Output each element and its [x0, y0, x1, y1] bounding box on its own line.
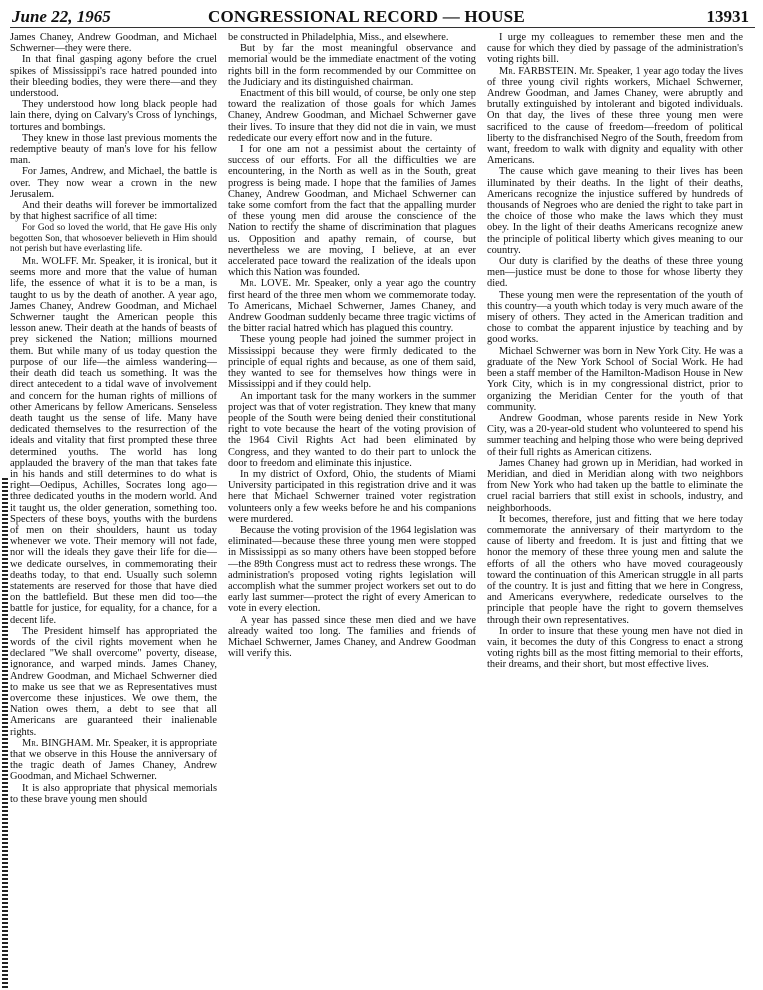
paragraph-text: James Chaney, Andrew Goodman, and Michael Schwerner—they were there. — [10, 32, 217, 55]
paragraph-text: An important task for the many workers in the summer project was that of voter registration. They knew that many people of the South were being denied their constitutional right to vote because the heart of the voting provision of the 1964 Civil Rights Act had been eliminated by Congress, and they wanted to do their part to unlock the door to freedom and eliminate this injustice. — [228, 390, 476, 469]
paragraph-text: Because the voting provision of the 1964 legislation was eliminated—because these three young men were stopped in Mississippi as so many others have been stopped before—the 89th Congress must act to redress these wrongs. The administration's proposed voting rights legislation will accomplish what the summer project workers set out to do early last summer—protect the right of every American to vote in every election. — [228, 524, 476, 615]
paragraph-text: For God so loved the world, that He gave His only begotten Son, that whosoever believeth in Him should not perish but have everlasting life. — [10, 223, 217, 254]
paragraph — [228, 334, 476, 390]
text-column-2 — [228, 32, 476, 986]
paragraph — [228, 43, 476, 88]
scripture-quote — [10, 223, 217, 254]
paragraph-text: And their deaths will forever be immortalized by that highest sacrifice of all time: — [10, 200, 217, 223]
paragraph-text: I for one am not a pessimist about the certainty of success of our efforts. For all the difficulties we are encountering, in the North as well as in the South, great progress is being made. I hope that the families of James Chaney, Andrew Goodman, and Michael Schwerner can take some comfort from the fact that the appalling murder of these young men did arouse the conscience of the Nation to rectify the shame of discrimination that plagues us. Opposition and apathy remain, of course, but nevertheless we are moving, I believe, at an ever accelerated pace toward the realization of the ideals upon which this Nation was founded. — [228, 144, 476, 279]
paragraph — [10, 256, 217, 626]
paragraph — [228, 88, 476, 144]
header-rule — [10, 27, 755, 28]
paragraph — [10, 99, 217, 133]
paragraph — [228, 32, 476, 43]
paragraph-text: Mr. Speaker, only a year ago the country first heard of the three men whom we commemorate today. To Americans, Michael Schwerner, James Chaney, and Andrew Goodman suddenly became three tragic victims of the bitter racial hatred which has plagued this country. — [228, 278, 476, 335]
paragraph — [487, 514, 743, 626]
paragraph — [487, 32, 743, 66]
paragraph-text: A year has passed since these men died and we have already waited too long. The families and friends of Michael Schwerner, James Chaney, and Andrew Goodman will verify this. — [228, 614, 476, 660]
paragraph — [228, 615, 476, 660]
text-column-1 — [10, 32, 217, 986]
paragraph-text: Mr. Speaker, it is appropriate that we observe in this House the anniversary of the tragic death of James Chaney, Andrew Goodman, and Michael Schwerner. — [10, 737, 217, 783]
paragraph — [228, 391, 476, 469]
header-date: June 22, 1965 — [12, 7, 111, 26]
paragraph-text: James Chaney had grown up in Meridian, had worked in Meridian, and died in Meridian along with two neighbors from New York who had taken up the battle to eliminate the cruel racial barriers that still exist in schools, industry, and neighborhoods. — [487, 457, 743, 514]
paragraph-text: It is also appropriate that physical memorials to these brave young men should — [10, 782, 217, 805]
speaker-name: Mr. LOVE. — [240, 278, 292, 290]
paragraph — [10, 626, 217, 738]
paragraph-text: The cause which gave meaning to their lives has been illuminated by their deaths. In the light of their deaths, Americans recognize the injustice suffered by hundreds of thousands of Negroes who are denied the right to take part in the choice of those who make the laws which they must obey. In the light of their deaths Americans recognize anew the principle of political liberty which gives meaning to our country. — [487, 166, 743, 256]
paragraph-text: Our duty is clarified by the deaths of these three young men—justice must be done to those for whose liberty they died. — [487, 256, 743, 290]
paragraph-text: They understood how long black people had lain there, dying on Calvary's Cross of lynchings, tortures and bombings. — [10, 99, 217, 133]
paragraph-text: Andrew Goodman, whose parents reside in New York City, was a 20-year-old student who volunteered to spend his summer teaching and helping those who were being deprived of their full rights as American citizens. — [487, 412, 743, 458]
paragraph — [487, 256, 743, 290]
paragraph — [228, 278, 476, 334]
paragraph — [10, 133, 217, 167]
paragraph-text: These young men were the representation of the youth of this country—a youth which today is very much aware of the misery of others. They acted in the American tradition and chose to combat the apparent injustice by teaching and by good works. — [487, 289, 743, 346]
paragraph-text: The President himself has appropriated the words of the civil rights movement when he declared "We shall overcome" poverty, disease, ignorance, and warped minds. James Chaney, Andrew Goodman, and Michael Schwerner died to make us see that we as Representatives must overcome these injustices. We owe them, the Nation owes them, a debt to see that all Americans are guaranteed their inalienable rights. — [10, 625, 217, 738]
paragraph-text: Enactment of this bill would, of course, be only one step toward the realization of those goals for which James Chaney, Andrew Goodman, and Michael Schwerner gave their lives. To insure that they did not die in vain, we must rededicate our every effort now and in the future. — [228, 88, 476, 144]
paragraph — [487, 66, 743, 167]
paragraph-text: It becomes, therefore, just and fitting that we here today commemorate the anniversary of their martyrdom to the cause of liberty and freedom. It is just and fitting that we honor the memory of these three young men and salute the efforts of all the others who have moved courageously toward the continuation of this American struggle in all parts of the country. It is just and fitting that we here in Congress, and Americans everywhere, rededicate ourselves to the principle that people have the right to govern themselves through their own representatives. — [487, 513, 743, 626]
paragraph-text: In order to insure that these young men have not died in vain, it becomes the duty of this Congress to enact a strong voting rights bill as the most fitting memorial to their efforts, their dreams, and their short, but most effective lives. — [487, 625, 743, 671]
paragraph-text: In that final gasping agony before the cruel spikes of Mississippi's race hatred pounded into their bleeding bodies, they were there—and they understood. — [10, 54, 217, 100]
paragraph — [487, 413, 743, 458]
paragraph-text: Mr. Speaker, it is ironical, but it seems more and more that the value of human life, the essence of what it is to be a man, is taught to us by the death of another. A year ago, James Chaney, Andrew Goodman, and Michael Schwerner taught the American people this lesson anew. Their death at the hands of beasts of prey sickened the Nation; millions mourned them. But while many of us today question the purpose of our life—the aimless wandering—their death did teach us something. It was the direct antecedent to a tidal wave of involvement and concern for the human rights of millions of other Americans by fellow Americans. Senseless death taught us the sense of life. Many have dedicated themselves to the resurrection of the ideals and vitality that first prompted these three determined youths. The world has long applauded the bravery of the man that takes fate in his hands and still determines to do what is right—Oedipus, Achilles, Socrates long ago—three dedicated youths in the modern world. And it taught us, the older generation, something too. Specters of these boys, youths with the burdens of men on their shoulders, haunt us today whenever we vote. Their memory will not fade, nor will the ideals they gave their life for die—we dedicate ourselves, in commemorating their deaths today, to that end. Usually such solemn statements are reserved for those that have died on the battlefield. But these men did too—the battle for justice, for equality, for a chance, for a decent life. — [10, 256, 217, 626]
paragraph — [228, 525, 476, 615]
paragraph — [487, 290, 743, 346]
paragraph — [10, 738, 217, 783]
paragraph-text: But by far the most meaningful observance and memorial would be the immediate enactment of the voting rights bill in the form recommended by our Committee on the Judiciary and its distinguished chairman. — [228, 43, 476, 88]
paragraph — [10, 783, 217, 805]
paragraph — [10, 32, 217, 54]
text-column-3 — [487, 32, 743, 986]
paragraph-text: Michael Schwerner was born in New York City. He was a graduate of the New York School of Social Work. He had been a staff member of the Hamilton-Madison House in New York City, which is in my congressional district, prior to organizing the Meridian Center for the youth of that community. — [487, 345, 743, 413]
paragraph — [228, 469, 476, 525]
paragraph-text: For James, Andrew, and Michael, the battle is over. They now wear a crown in the new Jerusalem. — [10, 166, 217, 200]
paragraph — [487, 626, 743, 671]
paragraph — [487, 458, 743, 514]
header-page-number: 13931 — [706, 7, 749, 26]
paragraph-text: In my district of Oxford, Ohio, the students of Miami University participated in this registration drive and it was here that Michael Schwerner trained voter registration volunteers only a few weeks before he and his companions were murdered. — [228, 468, 476, 525]
margin-scan-mark — [2, 478, 8, 988]
paragraph — [487, 166, 743, 256]
paragraph — [228, 144, 476, 278]
paragraph — [10, 200, 217, 222]
paragraph-text: Mr. Speaker, 1 year ago today the lives of three young civil rights workers, Michael Schwerner, Andrew Goodman, and James Chaney, were abruptly and brutally extinguished by intolerant and bigoted individuals. On that day, the lives of these three young men were sacrificed to the cause of freedom—freedom of political liberty to the disfranchised Negro of the South, freedom from want, freedom to walk with dignity and equality with other Americans. — [487, 65, 743, 167]
paragraph-text: I urge my colleagues to remember these men and the cause for which they died by passage of the administration's voting rights bill. — [487, 32, 743, 66]
speaker-name: Mr. FARBSTEIN. — [499, 65, 577, 77]
speaker-name: Mr. WOLFF. — [22, 256, 79, 268]
speaker-name: Mr. BINGHAM. — [22, 737, 94, 749]
header-title: CONGRESSIONAL RECORD — HOUSE — [208, 7, 525, 26]
paragraph — [10, 166, 217, 200]
paragraph-text: These young people had joined the summer project in Mississippi because they were firmly dedicated to the principle of equal rights and because, as one of them said, they wanted to see for themselves how things were in Mississippi and if they could help. — [228, 334, 476, 391]
paragraph-text: They knew in those last previous moments the redemptive beauty of man's love for his fellow man. — [10, 132, 217, 167]
paragraph — [10, 54, 217, 99]
paragraph — [487, 346, 743, 413]
paragraph-text: be constructed in Philadelphia, Miss., and elsewhere. — [228, 32, 449, 43]
